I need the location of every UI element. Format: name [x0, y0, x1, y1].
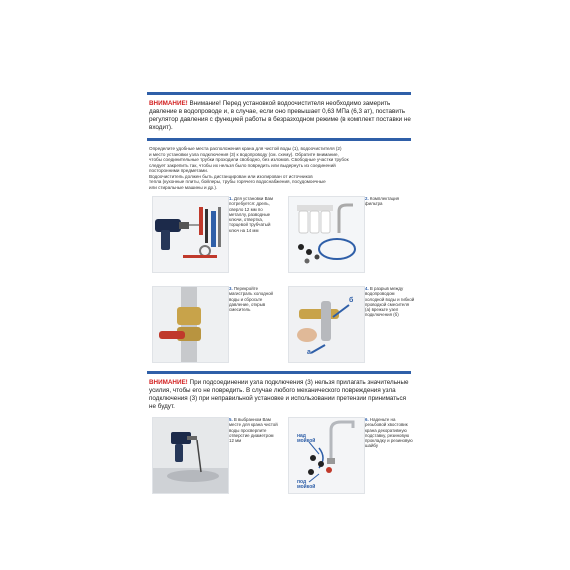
section-rule-1	[147, 138, 411, 141]
filter-kit-photo	[288, 196, 365, 273]
warning-text-2: При подсоединении узла подключения (3) нельзя прилагать значительные усилия, чтобы его не повредить. В случае любого механического повреждения узла подключения (3) при неправильной установке и использовании претензии приниматься не будут.	[149, 379, 409, 410]
step-4	[365, 286, 415, 318]
step-2	[365, 196, 415, 207]
step-number: 2.	[365, 196, 369, 201]
top-rule	[147, 92, 411, 95]
step-3	[229, 286, 279, 312]
warning-label-2: ВНИМАНИЕ!	[149, 379, 188, 386]
intro-text	[149, 146, 411, 190]
step-number: 6.	[365, 417, 369, 422]
intro-line: чтобы соединительные трубки проходили свободно, без изломов. Свободные участки трубок	[149, 157, 349, 162]
step-5	[229, 417, 279, 443]
step-text: В выбранном Вам месте для крана чистой воды просверлите отверстие диаметром 12 мм	[229, 417, 278, 444]
step-text: Наденьте на резьбовой хвостовик крана декоративную подставку, резиновую прокладку и резиновую шайбу	[365, 417, 413, 449]
warning-text-1: Внимание! Перед установкой водоочистителя необходимо замерить давление в водопроводе и, в случае, если оно превышает 0,63 МПа (6,3 ат), поставить регулятор давления с функцией работы в безразходном режиме (в комплект поставки не входит).	[149, 100, 411, 131]
instruction-page	[147, 92, 423, 497]
step-text: В разрыв между водопроводом холодной воды и гибкой проводкой смесителя (а) врежьте узел подключения (б)	[365, 286, 415, 318]
step-text: Перекройте магистраль холодной воды и сбросьте давление, открыв смеситель	[229, 286, 274, 313]
intro-line: и место установки узла подключения (3) к водопроводу (см. схему). Обратите внимание,	[149, 151, 339, 157]
steps-grid-top	[147, 196, 423, 371]
intro-line: тепла (кухонные плиты, бойлеры, трубы горячего водоснабжения, посудомоечные	[149, 179, 326, 184]
step-number: 3.	[229, 286, 233, 291]
label-above-sink: над мойкой	[297, 433, 316, 444]
step-text: Комплектация фильтра	[365, 196, 400, 207]
warning-block-1	[149, 100, 411, 132]
steps-grid-bottom	[147, 417, 423, 497]
intro-line: посторонними предметами.	[149, 168, 209, 173]
step-number: 5.	[229, 417, 233, 422]
step-6	[365, 417, 415, 449]
tools-photo	[152, 196, 229, 273]
intro-line: Водоочиститель должен быть дистанцирован или изолирован от источников	[149, 173, 313, 179]
connection-photo	[288, 286, 365, 363]
warning-block-2	[149, 379, 411, 411]
label-below-sink: под мойкой	[297, 479, 316, 490]
intro-line: Определите удобные места расположения крана для чистой воды (1), водоочистителя (2)	[149, 146, 342, 151]
section-rule-2	[147, 371, 411, 374]
step-text: Для установки Вам потребуется: дрель, сверло 12 мм по металлу, разводные ключи, отвертка, торцевой трубчатый ключ на 14 мм	[229, 196, 273, 233]
faucet-assembly-photo	[288, 417, 365, 494]
label-b: б	[349, 297, 354, 304]
intro-line: или стиральные машины и др.).	[149, 184, 218, 190]
step-number: 4.	[365, 286, 369, 291]
label-a: а	[307, 349, 311, 356]
intro-line: следует закрепить так, чтобы их нельзя было повредить или выдернуть из соединений	[149, 162, 336, 168]
step-1	[229, 196, 279, 233]
drilling-photo	[152, 417, 229, 494]
valve-photo	[152, 286, 229, 363]
step-number: 1.	[229, 196, 233, 201]
warning-label-1: ВНИМАНИЕ!	[149, 100, 188, 107]
